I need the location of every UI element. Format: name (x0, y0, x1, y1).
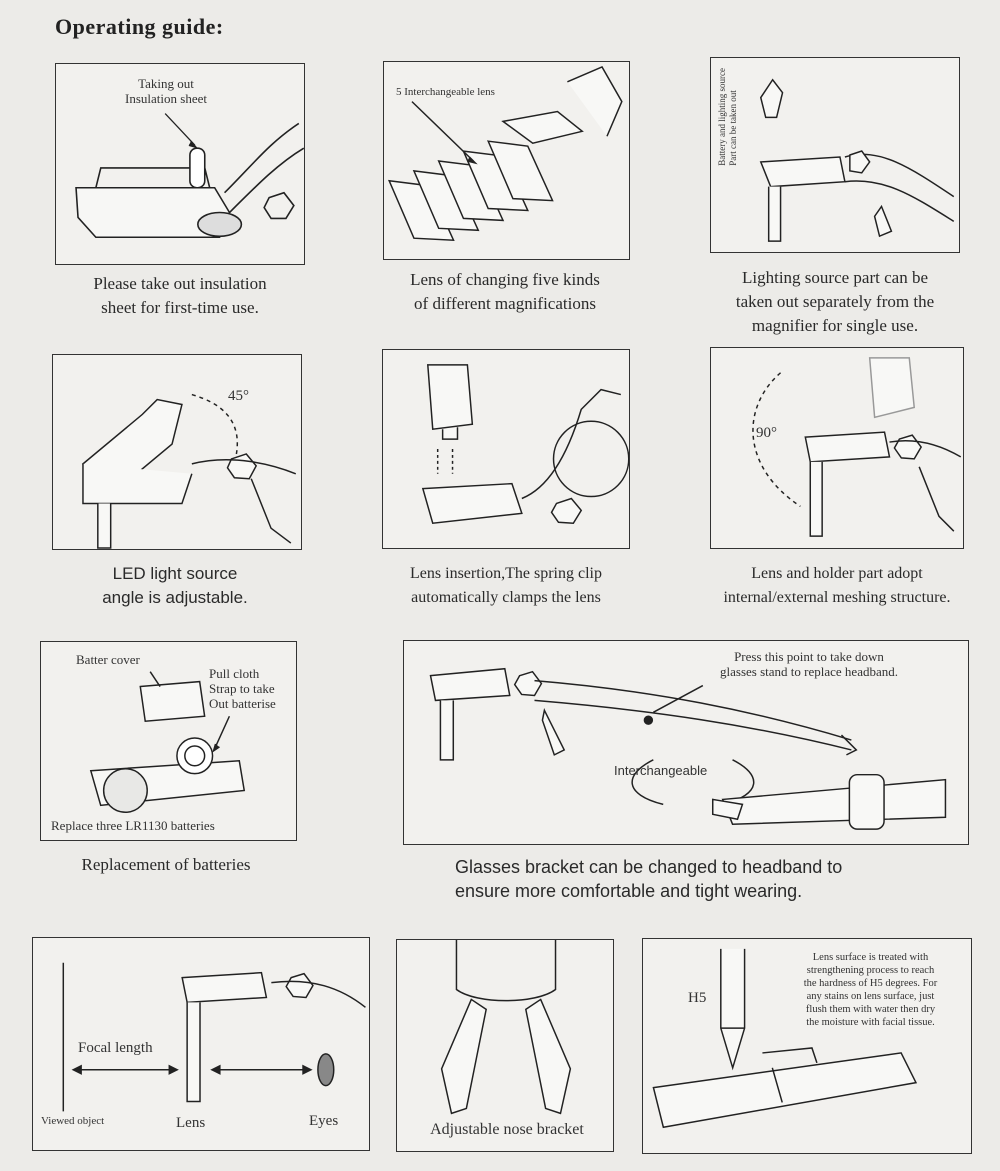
caption-meshing-line2: internal/external meshing structure. (723, 589, 951, 606)
caption-headband-line2: ensure more comfortable and tight wearing. (455, 881, 803, 901)
caption-lens-line2: of different magnifications (414, 294, 596, 313)
hardness-note-line6: the moisture with facial tissue. (806, 1017, 935, 1028)
hardness-note-line3: the hardness of H5 degrees. For (803, 978, 938, 989)
lens-insertion-illustration (383, 350, 629, 548)
press-label-line1: Press this point to take down (734, 649, 884, 664)
caption-insertion-line1: Lens insertion,The spring clip (410, 565, 602, 582)
caption-insulation-line2: sheet for first-time use. (101, 298, 259, 317)
panel-led-angle (52, 354, 302, 550)
light-source-vertical-label (717, 68, 747, 166)
lens-label: Lens (176, 1115, 206, 1131)
caption-light-line3: magnifier for single use. (751, 316, 919, 335)
battery-cover-label: Batter cover (76, 652, 140, 667)
hardness-h5-label: H5 (688, 990, 707, 1006)
nose-bracket-label: Adjustable nose bracket (430, 1121, 584, 1138)
press-point-label (684, 649, 934, 679)
caption-lens-insertion (378, 562, 634, 610)
hardness-note (773, 951, 968, 1029)
insulation-label-line1: Taking out (138, 76, 194, 91)
light-source-illustration (711, 58, 959, 252)
caption-meshing (702, 562, 972, 610)
pull-label-line1: Pull cloth (209, 666, 260, 681)
caption-battery: Replacement of batteries (81, 855, 251, 874)
light-source-label-line1: Battery and lighting source (717, 68, 727, 166)
interchangeable-label: Interchangeable (614, 763, 708, 778)
panel-nose-bracket (396, 939, 614, 1152)
caption-meshing-line1: Lens and holder part adopt (751, 565, 923, 582)
hardness-note-line2: strengthening process to reach (806, 965, 935, 976)
meshing-illustration (711, 348, 963, 548)
panel-insulation-sheet (55, 63, 305, 265)
hardness-note-line5: flush them with water then dry (805, 1004, 936, 1015)
caption-lens-line1: Lens of changing five kinds (410, 270, 600, 289)
caption-led-line2: angle is adjustable. (102, 588, 248, 607)
page-title: Operating guide: (55, 14, 224, 39)
panel-battery-replacement (40, 641, 297, 841)
viewed-object-label: Viewed object (41, 1115, 105, 1127)
nose-bracket-illustration (397, 940, 613, 1151)
insulation-label-line2: Insulation sheet (125, 91, 207, 106)
caption-headband-line1: Glasses bracket can be changed to headband to (455, 857, 843, 877)
angle-90-label: 90° (756, 425, 777, 441)
angle-45-label: 45° (228, 388, 249, 404)
caption-led-line1: LED light source (112, 564, 238, 583)
caption-light-source (705, 266, 965, 338)
panel-lens-insertion (382, 349, 630, 549)
battery-type-label: Replace three LR1130 batteries (51, 818, 215, 833)
caption-insulation (40, 272, 320, 320)
caption-led-angle (60, 562, 290, 610)
eyes-label: Eyes (309, 1113, 339, 1129)
panel-focal-length (32, 937, 370, 1151)
caption-lens-magnification (375, 268, 635, 316)
light-source-label-line2: Part can be taken out (728, 90, 738, 166)
caption-headband (455, 855, 925, 903)
pull-label-line3: Out batterise (209, 696, 276, 711)
panel-light-source-removal (710, 57, 960, 253)
caption-insulation-line1: Please take out insulation (93, 274, 267, 293)
panel-meshing-structure (710, 347, 964, 549)
panel-interchangeable-lens (383, 61, 630, 260)
led-angle-illustration (53, 355, 301, 549)
lens-count-label: 5 Interchangeable lens (396, 86, 495, 98)
caption-light-line2: taken out separately from the (735, 292, 935, 311)
hardness-note-line1: Lens surface is treated with (812, 952, 929, 963)
press-label-line2: glasses stand to replace headband. (720, 664, 898, 679)
caption-insertion-line2: automatically clamps the lens (411, 589, 601, 606)
pull-strap-label (209, 666, 276, 711)
insulation-label (106, 76, 226, 106)
focal-length-label: Focal length (78, 1040, 153, 1056)
panel-headband (403, 640, 969, 845)
panel-lens-hardness (642, 938, 972, 1154)
pull-label-line2: Strap to take (209, 681, 275, 696)
hardness-note-line4: any stains on lens surface, just (806, 991, 935, 1002)
caption-light-line1: Lighting source part can be (742, 268, 928, 287)
